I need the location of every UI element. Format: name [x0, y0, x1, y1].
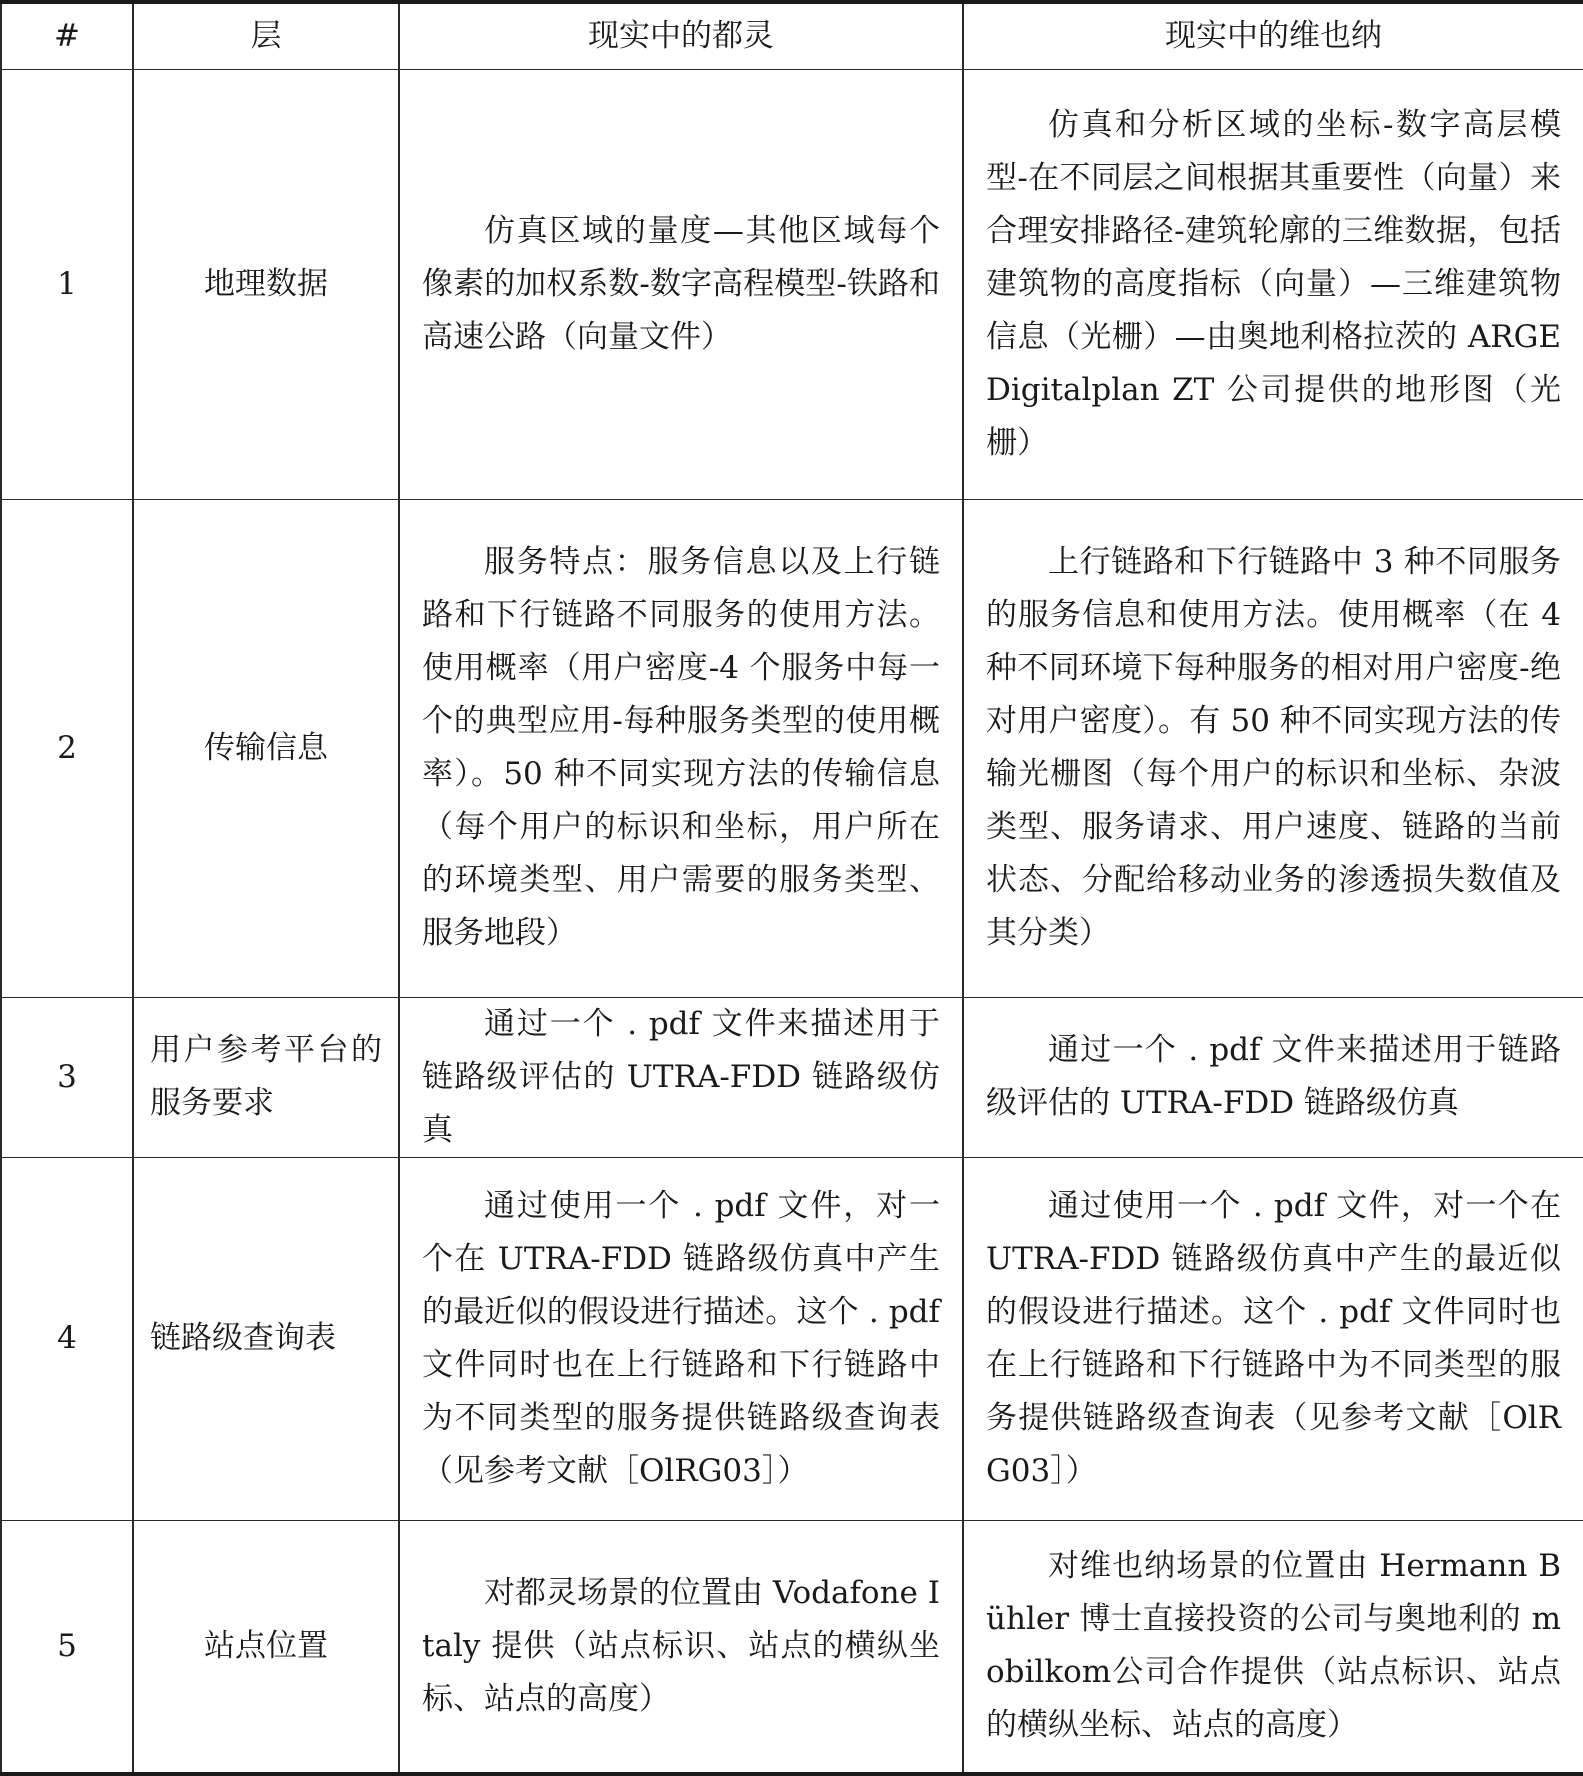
row-turin: 通过一个 . pdf 文件来描述用于链路级评估的 UTRA-FDD 链路级仿真: [399, 997, 963, 1157]
row-layer: 地理数据: [133, 69, 399, 499]
table-row: [1, 1157, 1583, 1520]
row-vienna: 对维也纳场景的位置由 Hermann Bühler 博士直接投资的公司与奥地利的 mobilkom公司合作提供（站点标识、站点的横纵坐标、站点的高度）: [963, 1520, 1583, 1774]
table-row: [1, 499, 1583, 997]
row-turin: 对都灵场景的位置由 Vodafone Italy 提供（站点标识、站点的横纵坐标、站点的高度）: [399, 1520, 963, 1774]
row-number: 1: [1, 69, 133, 499]
row-number: 3: [1, 997, 133, 1157]
header-number: #: [1, 2, 133, 69]
row-vienna: 通过使用一个 . pdf 文件，对一个在 UTRA-FDD 链路级仿真中产生的最近似的假设进行描述。这个 . pdf 文件同时也在上行链路和下行链路中为不同类型的服务提供链路级查询表（见参考文献［OlRG03］）: [963, 1157, 1583, 1520]
header-vienna: 现实中的维也纳: [963, 2, 1583, 69]
row-number: 4: [1, 1157, 133, 1520]
row-layer: 用户参考平台的服务要求: [133, 997, 399, 1157]
row-layer: 站点位置: [133, 1520, 399, 1774]
row-turin: 通过使用一个 . pdf 文件，对一个在 UTRA-FDD 链路级仿真中产生的最近似的假设进行描述。这个 . pdf 文件同时也在上行链路和下行链路中为不同类型的服务提供链路级查询表（见参考文献［OlRG03］）: [399, 1157, 963, 1520]
row-turin: 服务特点：服务信息以及上行链路和下行链路不同服务的使用方法。使用概率（用户密度-4 个服务中每一个的典型应用-每种服务类型的使用概率）。50 种不同实现方法的传输信息（每个用户的标识和坐标，用户所在的环境类型、用户需要的服务类型、服务地段）: [399, 499, 963, 997]
table-row: [1, 997, 1583, 1157]
row-vienna: 通过一个 . pdf 文件来描述用于链路级评估的 UTRA-FDD 链路级仿真: [963, 997, 1583, 1157]
table-row: [1, 1520, 1583, 1774]
table-header-row: [1, 2, 1583, 69]
row-layer: 传输信息: [133, 499, 399, 997]
header-turin: 现实中的都灵: [399, 2, 963, 69]
row-turin: 仿真区域的量度—其他区域每个像素的加权系数-数字高程模型-铁路和高速公路（向量文件）: [399, 69, 963, 499]
row-layer: 链路级查询表: [133, 1157, 399, 1520]
row-vienna: 仿真和分析区域的坐标-数字高层模型-在不同层之间根据其重要性（向量）来合理安排路径-建筑轮廓的三维数据，包括建筑物的高度指标（向量）—三维建筑物信息（光栅）—由奥地利格拉茨的 ARGE Digitalplan ZT 公司提供的地形图（光栅）: [963, 69, 1583, 499]
row-vienna: 上行链路和下行链路中 3 种不同服务的服务信息和使用方法。使用概率（在 4 种不同环境下每种服务的相对用户密度-绝对用户密度）。有 50 种不同实现方法的传输光栅图（每个用户的标识和坐标、杂波类型、服务请求、用户速度、链路的当前状态、分配给移动业务的渗透损失数值及其分类）: [963, 499, 1583, 997]
row-number: 2: [1, 499, 133, 997]
header-layer: 层: [133, 2, 399, 69]
table-row: [1, 69, 1583, 499]
row-number: 5: [1, 1520, 133, 1774]
